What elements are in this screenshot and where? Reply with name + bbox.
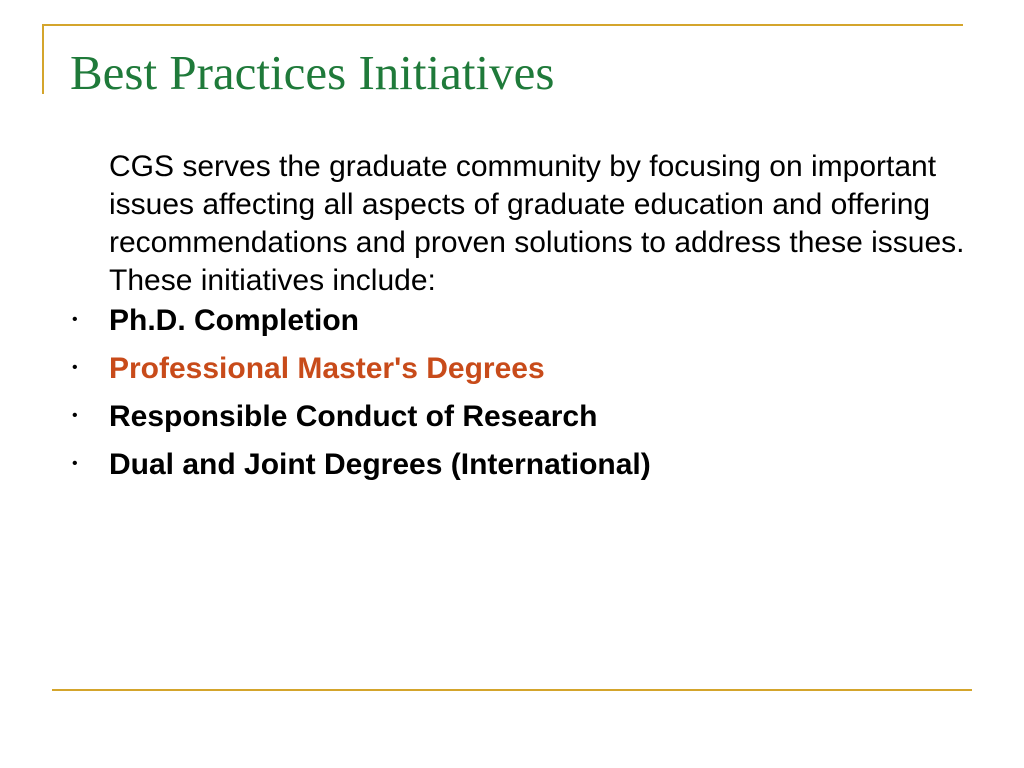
initiatives-list [68, 304, 988, 496]
frame-top-rule [42, 24, 963, 26]
bullet-icon: • [72, 407, 78, 424]
list-item [68, 304, 988, 352]
bullet-icon: • [72, 359, 78, 376]
list-item [68, 352, 988, 400]
list-item [68, 400, 988, 448]
initiative-dual-joint-degrees: Dual and Joint Degrees (International) [109, 448, 651, 481]
slide-body [68, 148, 988, 496]
initiative-phd-completion: Ph.D. Completion [109, 304, 359, 337]
initiative-professional-masters: Professional Master's Degrees [109, 352, 545, 385]
frame-left-rule [42, 24, 44, 94]
list-item [68, 448, 988, 496]
slide-title: Best Practices Initiatives [70, 45, 555, 100]
bullet-icon: • [72, 311, 78, 328]
intro-paragraph: CGS serves the graduate community by focusing on important issues affecting all aspects of graduate education and offering recommendations and proven solutions to address these issues. These initiatives include: [109, 150, 965, 297]
frame-bottom-rule [52, 689, 972, 691]
initiative-responsible-conduct: Responsible Conduct of Research [109, 400, 598, 433]
bullet-icon: • [72, 455, 78, 472]
